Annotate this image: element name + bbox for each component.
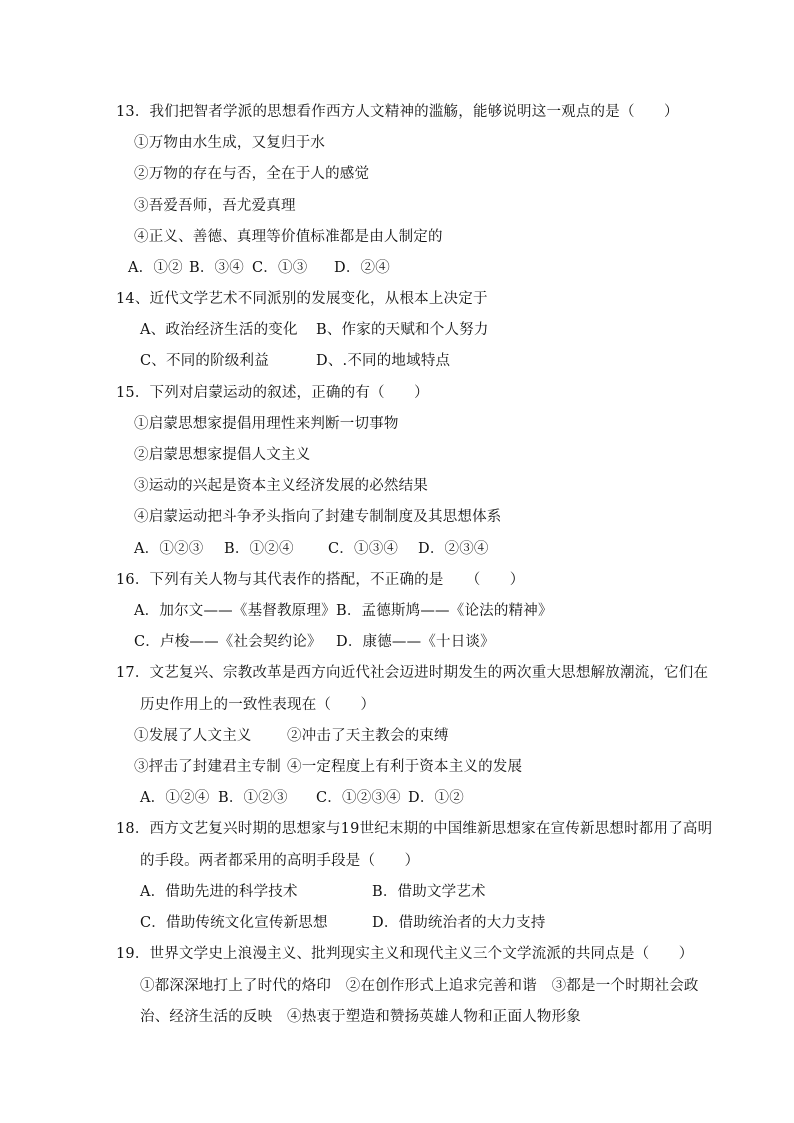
q16-stem: 16．下列有关人物与其代表作的搭配，不正确的是 （ ） <box>116 572 525 588</box>
q15-option-a: A．①②③ <box>134 541 204 557</box>
q17-item-4: ④一定程度上有利于资本主义的发展 <box>287 759 523 775</box>
q16-option-c: C．卢梭——《社会契约论》 <box>134 634 322 650</box>
q13-item-4: ④正义、善德、真理等价值标准都是由人制定的 <box>134 229 443 245</box>
q13-stem: 13．我们把智者学派的思想看作西方人文精神的滥觞，能够说明这一观点的是（ ） <box>116 104 679 120</box>
q17-item-2: ②冲击了天主教会的束缚 <box>287 728 449 744</box>
q13-item-1: ①万物由水生成，又复归于水 <box>134 135 326 151</box>
q15-item-4: ④启蒙运动把斗争矛头指向了封建专制制度及其思想体系 <box>134 509 502 525</box>
q17-item-1: ①发展了人文主义 <box>134 728 252 744</box>
q17-stem-cont: 历史作用上的一致性表现在（ ） <box>140 697 376 713</box>
q14-option-d: D、.不同的地域特点 <box>316 353 451 369</box>
q16-option-a: A．加尔文——《基督教原理》 <box>134 603 336 619</box>
q17-option-d: D．①② <box>408 790 464 806</box>
q19-stem: 19．世界文学史上浪漫主义、批判现实主义和现代主义三个文学流派的共同点是（ ） <box>116 946 694 962</box>
q17-option-a: A．①②④ <box>140 790 210 806</box>
q17-stem: 17．文艺复兴、宗教改革是西方向近代社会迈进时期发生的两次重大思想解放潮流，它们在 <box>116 665 709 681</box>
q15-option-d: D．②③④ <box>418 541 489 557</box>
q14-stem: 14、近代文学艺术不同派别的发展变化，从根本上决定于 <box>116 291 488 307</box>
q15-option-b: B．①②④ <box>224 541 294 557</box>
q16-option-d: D．康德——《十日谈》 <box>336 634 495 650</box>
q14-option-b: B、作家的天赋和个人努力 <box>316 322 489 338</box>
q13-item-2: ②万物的存在与否，全在于人的感觉 <box>134 166 370 182</box>
q13-option-b: B．③④ <box>189 260 244 276</box>
q15-stem: 15．下列对启蒙运动的叙述，正确的有（ ） <box>116 385 429 401</box>
q18-option-d: D．借助统治者的大力支持 <box>372 915 546 931</box>
q18-stem: 18．西方文艺复兴时期的思想家与19世纪末期的中国维新思想家在宣传新思想时都用了高明 <box>116 821 713 837</box>
q17-option-c: C．①②③④ <box>316 790 401 806</box>
q15-item-2: ②启蒙思想家提倡人文主义 <box>134 447 311 463</box>
q16-option-b: B．孟德斯鸠——《论法的精神》 <box>336 603 553 619</box>
q18-stem-cont: 的手段。两者都采用的高明手段是（ ） <box>140 853 420 869</box>
q13-option-d: D．②④ <box>334 260 390 276</box>
q18-option-b: B．借助文学艺术 <box>372 884 486 900</box>
q19-items-line-1: ①都深深地打上了时代的烙印 ②在创作形式上追求完善和谐 ③都是一个时期社会政 <box>140 978 699 994</box>
q14-option-a: A、政治经济生活的变化 <box>140 322 298 338</box>
q13-option-a: A．①② <box>128 260 183 276</box>
q15-item-3: ③运动的兴起是资本主义经济发展的必然结果 <box>134 478 428 494</box>
q17-option-b: B．①②③ <box>218 790 288 806</box>
q15-option-c: C．①③④ <box>328 541 399 557</box>
q14-option-c: C、不同的阶级利益 <box>140 353 269 369</box>
q19-items-line-2: 治、经济生活的反映 ④热衷于塑造和赞扬英雄人物和正面人物形象 <box>140 1009 581 1025</box>
q18-option-a: A．借助先进的科学技术 <box>140 884 298 900</box>
q13-option-c: C．①③ <box>252 260 308 276</box>
q18-option-c: C．借助传统文化宣传新思想 <box>140 915 328 931</box>
q17-item-3: ③抨击了封建君主专制 <box>134 759 281 775</box>
q13-item-3: ③吾爱吾师，吾尤爱真理 <box>134 198 296 214</box>
q15-item-1: ①启蒙思想家提倡用理性来判断一切事物 <box>134 416 399 432</box>
